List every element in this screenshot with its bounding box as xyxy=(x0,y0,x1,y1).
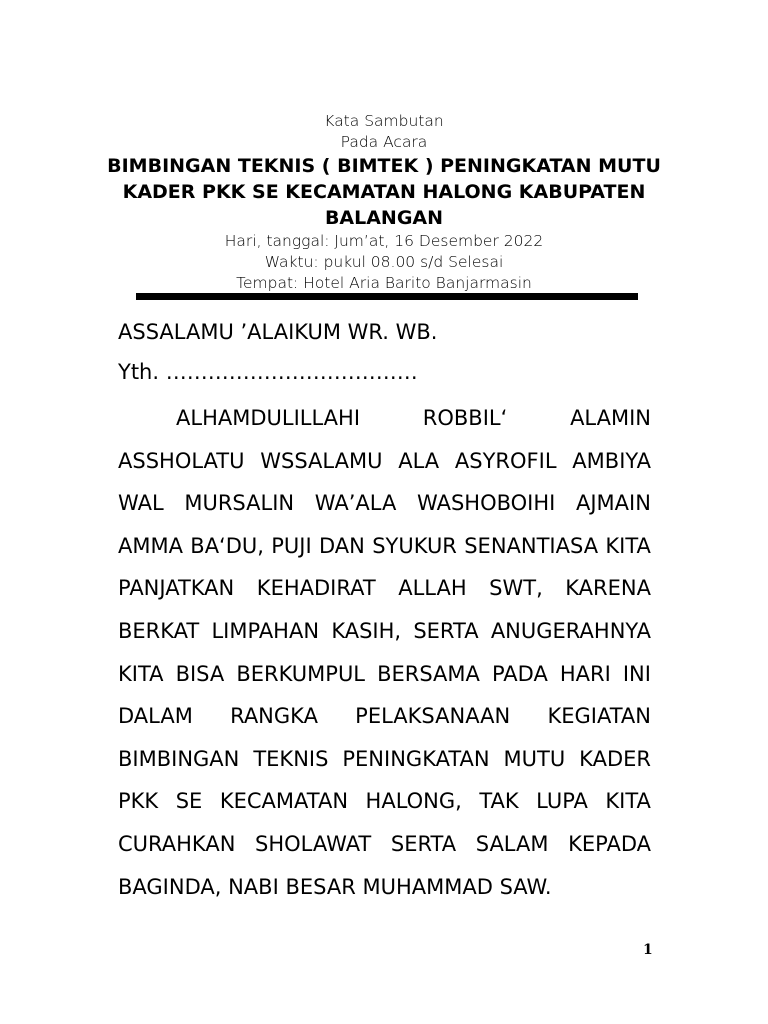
body-word: LIMPAHAN xyxy=(211,618,320,643)
body-word: BERSAMA xyxy=(377,661,480,686)
speech-body xyxy=(118,397,651,908)
body-word: TAK xyxy=(479,789,519,814)
body-word: BERKAT xyxy=(118,618,200,643)
body-word: KADER xyxy=(579,746,651,771)
body-word: SERTA xyxy=(413,618,479,643)
body-word: KITA xyxy=(118,661,164,686)
body-word: ALHAMDULILLAHI xyxy=(176,406,361,430)
body-word: INI xyxy=(622,661,651,686)
page-number: 1 xyxy=(643,942,653,958)
body-word: KECAMATAN xyxy=(219,789,349,814)
body-word: PUJI xyxy=(271,533,312,558)
greeting: ASSALAMU ’ALAIKUM WR. WB. xyxy=(118,320,438,344)
body-word: BIMBINGAN xyxy=(118,746,240,771)
body-line xyxy=(118,610,651,653)
body-word: WASHOBOIHI xyxy=(416,491,556,516)
body-word: PADA xyxy=(491,661,548,686)
body-word: CURAHKAN xyxy=(118,831,236,856)
body-word: SERTA xyxy=(390,831,457,856)
body-word: AMBIYA xyxy=(572,448,651,473)
body-word: ANUGERAHNYA xyxy=(490,618,651,643)
body-word: HALONG, xyxy=(365,789,462,814)
body-word: TEKNIS xyxy=(253,746,329,771)
body-line xyxy=(118,440,651,483)
body-word: KEHADIRAT xyxy=(256,576,376,601)
body-line xyxy=(118,823,651,866)
title-line-3: BALANGAN xyxy=(324,207,444,229)
place-line: Tempat: Hotel Aria Barito Banjarmasin xyxy=(236,274,532,292)
body-word: SE xyxy=(175,789,203,814)
body-line xyxy=(118,780,651,823)
document-header xyxy=(0,111,768,294)
body-word: KITA xyxy=(605,789,651,814)
intro-line-2: Pada Acara xyxy=(340,133,428,151)
body-word: RANGKA xyxy=(230,704,318,729)
body-word: AJMAIN xyxy=(576,491,651,516)
body-word: SENANTIASA xyxy=(464,533,599,558)
body-line xyxy=(118,695,651,738)
body-word: WA’ALA xyxy=(314,491,397,516)
body-word: SWT, xyxy=(489,576,543,601)
body-word: DALAM xyxy=(118,704,193,729)
intro-line-1: Kata Sambutan xyxy=(324,112,444,130)
body-line-last: BAGINDA, NABI BESAR MUHAMMAD SAW. xyxy=(118,874,552,899)
body-word: BA‘DU, xyxy=(190,533,264,558)
body-line xyxy=(118,482,651,525)
body-word: MURSALIN xyxy=(184,491,295,516)
body-word: SALAM xyxy=(475,831,549,856)
body-word: SHOLAWAT xyxy=(255,831,372,856)
body-word: ALAMIN xyxy=(570,406,651,430)
date-line: Hari, tanggal: Jum’at, 16 Desember 2022 xyxy=(224,232,544,250)
body-word: ASYROFIL xyxy=(454,448,557,473)
body-word: WSSALAMU xyxy=(260,448,383,473)
body-word: DAN xyxy=(319,533,365,558)
body-word: ROBBIL‘ xyxy=(422,406,508,430)
addressee-line: Yth. ……………………………… xyxy=(118,360,418,384)
body-line xyxy=(118,653,651,696)
body-line xyxy=(118,567,651,610)
body-word: BISA xyxy=(175,661,225,686)
body-line xyxy=(118,525,651,568)
body-word: ASSHOLATU xyxy=(118,448,245,473)
title-line-2: KADER PKK SE KECAMATAN HALONG KABUPATEN xyxy=(122,181,646,203)
body-word: KASIH, xyxy=(331,618,402,643)
body-word: SYUKUR xyxy=(372,533,457,558)
body-line xyxy=(118,738,651,781)
body-word: ALLAH xyxy=(398,576,467,601)
title-line-1: BIMBINGAN TEKNIS ( BIMTEK ) PENINGKATAN MUTU xyxy=(107,155,661,177)
body-word: WAL xyxy=(118,491,164,516)
body-word: BERKUMPUL xyxy=(236,661,366,686)
body-line xyxy=(118,397,651,440)
time-line: Waktu: pukul 08.00 s/d Selesai xyxy=(264,253,504,271)
body-word: KARENA xyxy=(565,576,651,601)
body-word: HARI xyxy=(559,661,611,686)
body-word: MUTU xyxy=(503,746,566,771)
body-word: KEGIATAN xyxy=(547,704,651,729)
body-word: PKK xyxy=(118,789,159,814)
body-word: AMMA xyxy=(118,533,183,558)
body-word: KEPADA xyxy=(568,831,651,856)
body-word: PENINGKATAN xyxy=(342,746,490,771)
body-word: LUPA xyxy=(536,789,588,814)
body-word: ALA xyxy=(398,448,440,473)
body-word: KITA xyxy=(605,533,651,558)
header-divider xyxy=(136,293,638,300)
body-word: PANJATKAN xyxy=(118,576,235,601)
body-word: PELAKSANAAN xyxy=(355,704,511,729)
